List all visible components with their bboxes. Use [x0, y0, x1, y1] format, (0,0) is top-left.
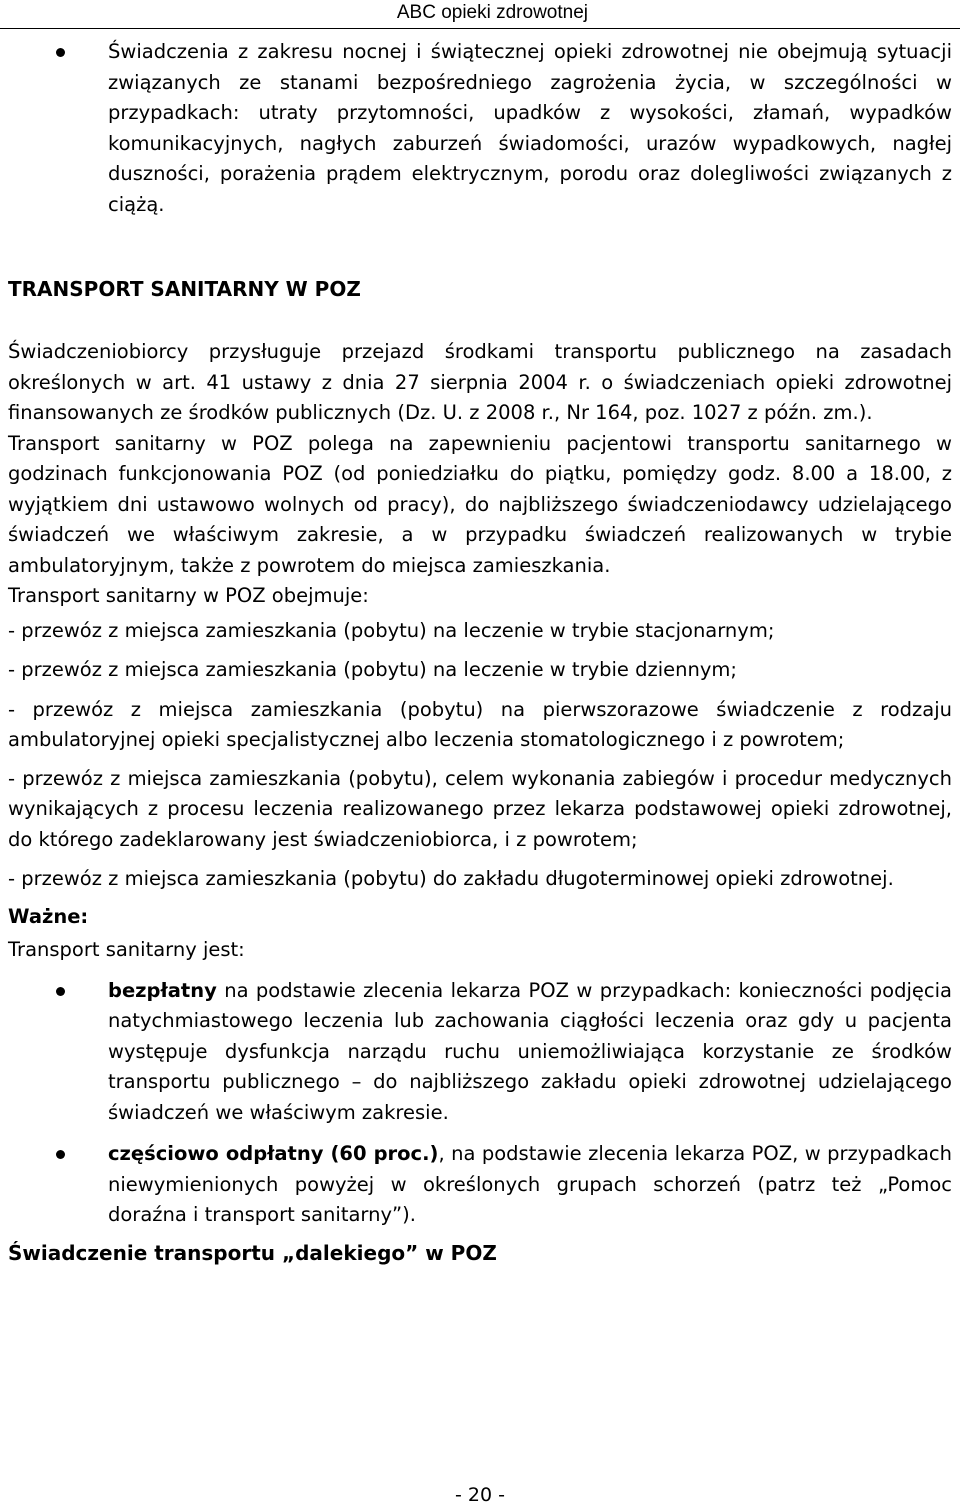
wazne-label: Ważne: — [8, 904, 89, 928]
intro-bullet-text: Świadczenia z zakresu nocnej i świątecznej opieki zdrowotnej nie obejmują sytuacji związanych ze stanami bezpośredniego zagrożenia życia, w szczególności w przypadkach: utraty przytomności, upadków z wysokości, złamań, wypadków komunikacyjnych, nagłych zaburzeń świadomości, urazów wypadkowych, nagłej duszności, porażenia prądem elektrycznym, porodu oraz dolegliwości związanych z ciążą. — [108, 40, 952, 216]
bullet-dot-icon — [56, 48, 65, 57]
list-item: - przewóz z miejsca zamieszkania (pobytu) do zakładu długoterminowej opieki zdrowotnej. — [8, 867, 894, 890]
bullet-bezplatny — [8, 976, 952, 1129]
paragraph-przejazd: Świadczeniobiorcy przysługuje przejazd środkami transportu publicznego na zasadach określonych w art. 41 ustawy z dnia 27 sierpnia 2004 r. o świadczeniach opieki zdrowotnej finansowanych ze środków publicznych (Dz. U. z 2008 r., Nr 164, poz. 1027 z późn. zm.). — [8, 340, 952, 424]
header-rule — [0, 28, 960, 29]
paragraph-transport-definition: Transport sanitarny w POZ polega na zapewnieniu pacjentowi transportu sanitarnego w godzinach funkcjonowania POZ (od poniedziałku do piątku, pomiędzy godz. 8.00 a 18.00, z wyjątkiem dni ustawowo wolnych od pracy), do najbliższego świadczeniodawcy udzielającego świadczeń we właściwym zakresie, a w przypadku świadczeń realizowanych w trybie ambulatoryjnym, także z powrotem do miejsca zamieszkania. — [8, 431, 952, 577]
page-header — [0, 0, 960, 30]
list-item: - przewóz z miejsca zamieszkania (pobytu) na leczenie w trybie dziennym; — [8, 658, 737, 681]
list-item: - przewóz z miejsca zamieszkania (pobytu), celem wykonania zabiegów i procedur medycznych wynikających z procesu leczenia realizowanego przez lekarza podstawowej opieki zdrowotnej, do którego zadeklarowany jest świadczeniobiorca, i z powrotem; — [8, 766, 952, 851]
list-item: - przewóz z miejsca zamieszkania (pobytu) na leczenie w trybie stacjonarnym; — [8, 618, 775, 642]
bullet-dot-icon — [56, 1150, 65, 1159]
bullet-bold-term: częściowo odpłatny (60 proc.) — [108, 1142, 439, 1165]
page-number: - 20 - — [455, 1484, 505, 1506]
bullet-text: na podstawie zlecenia lekarza POZ w przypadkach: konieczności podjęcia natychmiastowego leczenia lub zachowania ciągłości leczenia oraz gdy u pacjenta występuje dysfunkcja narządu ruchu uniemożliwiająca korzystanie ze środków transportu publicznego – do najbliższego zakładu opieki zdrowotnej udzielającego świadczeń we właściwym zakresie. — [108, 978, 952, 1124]
intro-bullet — [8, 37, 952, 220]
bullet-text: , na podstawie zlecenia lekarza POZ, w przypadkach niewymienionych powyżej w określonych grupach schorzeń (patrz też „Pomoc doraźna i transport sanitarny”). — [108, 1142, 953, 1226]
bullet-dot-icon — [56, 987, 65, 996]
list-item: - przewóz z miejsca zamieszkania (pobytu) na pierwszorazowe świadczenie z rodzaju ambulatoryjnej opieki specjalistycznej albo leczenia stomatologicznego i z powrotem; — [8, 697, 952, 751]
bullet-bold-term: bezpłatny — [108, 978, 217, 1002]
bullet-czesciowo-odplatny — [8, 1139, 952, 1231]
header-title: ABC opieki zdrowotnej — [396, 2, 588, 23]
jest-label: Transport sanitarny jest: — [8, 938, 245, 961]
section-heading-transport: TRANSPORT SANITARNY W POZ — [8, 277, 361, 301]
page-content — [8, 30, 952, 1268]
obejmuje-label: Transport sanitarny w POZ obejmuje: — [8, 584, 369, 607]
section-heading-daleki: Świadczenie transportu „dalekiego” w POZ — [8, 1240, 497, 1265]
